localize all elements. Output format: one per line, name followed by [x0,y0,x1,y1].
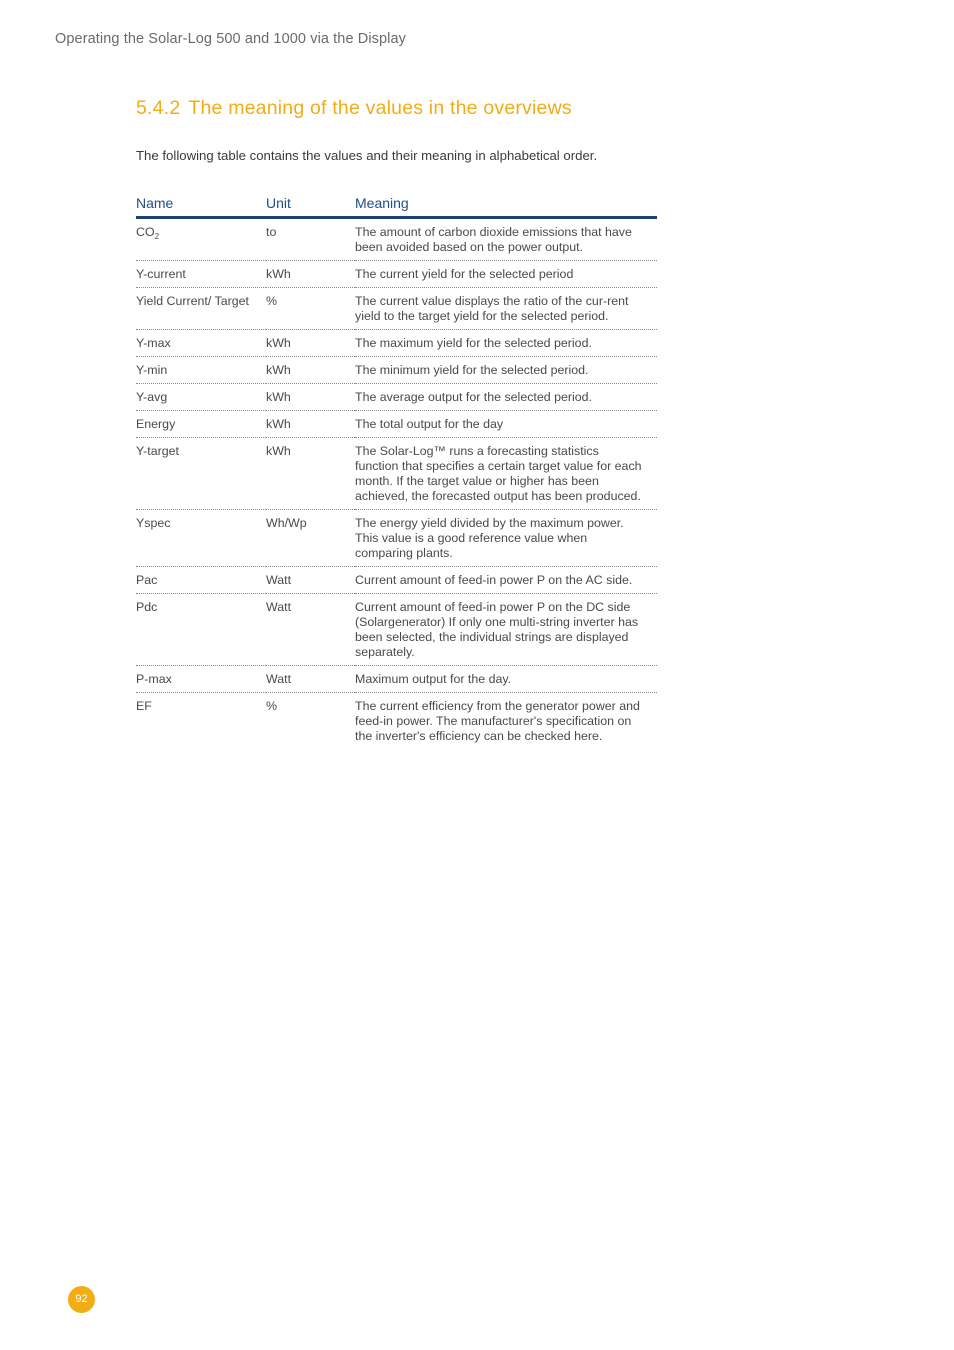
table-row [136,261,657,288]
table-row-co2 [136,218,657,261]
cell-name: Pdc [136,594,266,666]
cell-name: Y-max [136,330,266,357]
cell-meaning: The amount of carbon dioxide emissions that have been avoided based on the power output. [355,218,657,261]
header-unit: Unit [266,196,355,218]
cell-meaning: The maximum yield for the selected period. [355,330,657,357]
cell-meaning: The energy yield divided by the maximum power. This value is a good reference value when comparing plants. [355,510,657,567]
cell-meaning: The Solar-Log™ runs a forecasting statistics function that specifies a certain target value for each month. If the target value or higher has been achieved, the forecasted output has been produced. [355,438,657,510]
cell-unit: kWh [266,384,355,411]
cell-name: Pac [136,567,266,594]
page-number-badge: 92 [68,1286,95,1313]
intro-paragraph: The following table contains the values and their meaning in alphabetical order. [136,148,598,163]
header-name: Name [136,196,266,218]
table-row [136,384,657,411]
cell-meaning: Current amount of feed-in power P on the AC side. [355,567,657,594]
cell-unit: Watt [266,567,355,594]
cell-meaning: The total output for the day [355,411,657,438]
cell-name: Energy [136,411,266,438]
table-header-row [136,196,657,218]
cell-meaning: Current amount of feed-in power P on the DC side (Solargenerator) If only one multi-string inverter has been selected, the individual strings are displayed separately. [355,594,657,666]
cell-meaning: The minimum yield for the selected period. [355,357,657,384]
cell-unit: kWh [266,261,355,288]
table-row [136,411,657,438]
table-row [136,666,657,693]
table-row [136,510,657,567]
cell-unit: kWh [266,330,355,357]
cell-name: Y-current [136,261,266,288]
values-table [136,196,657,749]
cell-unit: Watt [266,594,355,666]
co2-main: CO [136,225,155,239]
section-number: 5.4.2 [136,97,181,119]
cell-name: EF [136,699,152,713]
table-row [136,693,657,750]
running-header: Operating the Solar-Log 500 and 1000 via the Display [55,31,407,47]
cell-meaning: The average output for the selected period. [355,384,657,411]
table-row [136,567,657,594]
section-title [136,97,572,120]
cell-unit: % [266,288,355,330]
cell-name: P-max [136,666,266,693]
cell-meaning: The current yield for the selected period [355,261,657,288]
table-row [136,594,657,666]
cell-name: Y-min [136,357,266,384]
cell-name: Y-avg [136,384,266,411]
cell-unit: kWh [266,411,355,438]
table-row [136,288,657,330]
table-row [136,438,657,510]
co2-subscript: 2 [154,232,160,241]
cell-name [136,218,266,261]
table-row [136,330,657,357]
cell-name: Y-target [136,438,266,510]
cell-name: Yield Current/ Target [136,288,266,330]
cell-unit: to [266,218,355,261]
cell-unit: % [266,699,278,713]
header-meaning: Meaning [355,196,657,218]
cell-meaning: Maximum output for the day. [355,666,657,693]
cell-name: Yspec [136,510,266,567]
section-title-text: The meaning of the values in the overviews [188,97,572,119]
table-row [136,357,657,384]
cell-unit: Wh/Wp [266,510,355,567]
cell-meaning: The current value displays the ratio of the cur-rent yield to the target yield for the selected period. [355,288,657,330]
cell-unit: Watt [266,666,355,693]
cell-unit: kWh [266,438,355,510]
cell-unit: kWh [266,357,355,384]
cell-meaning: The current efficiency from the generator power and feed-in power. The manufacturer's specification on the inverter's efficiency can be checked here. [355,699,640,743]
